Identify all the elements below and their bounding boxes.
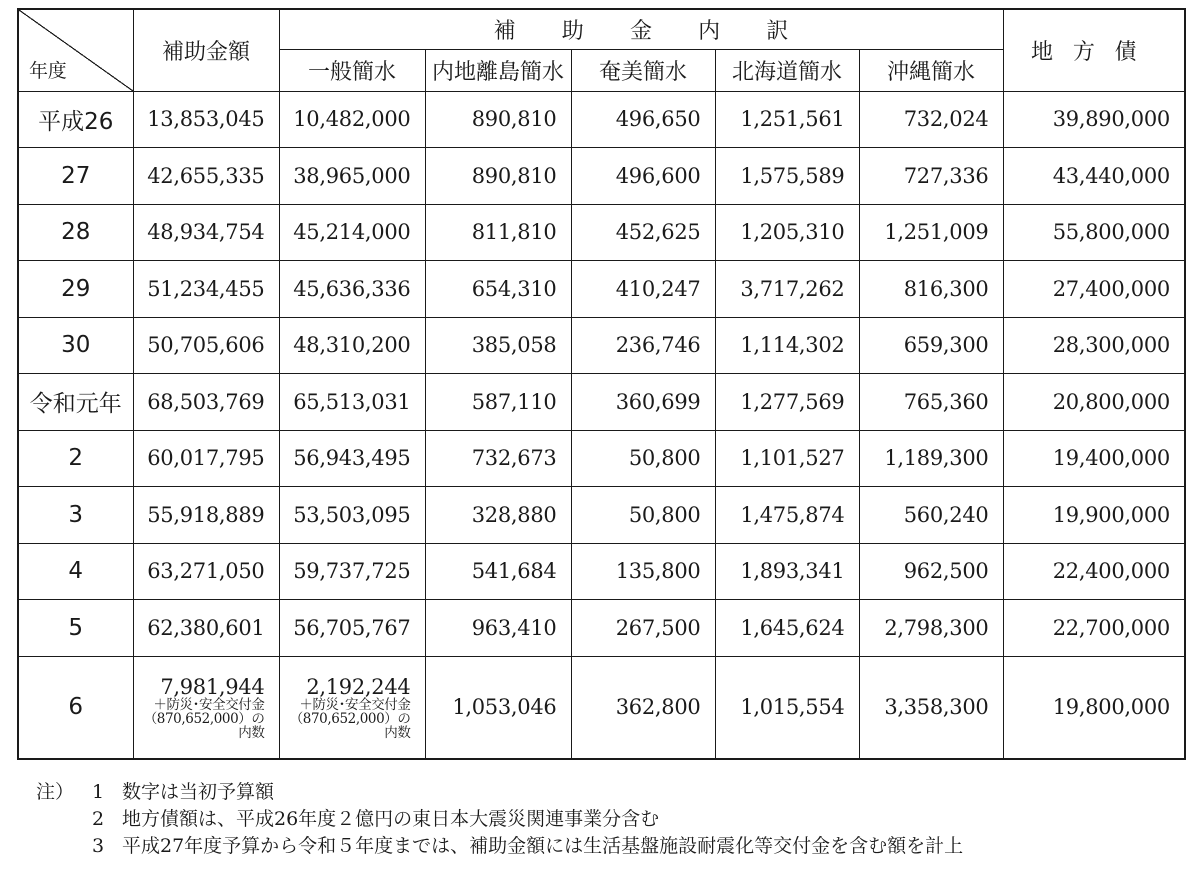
local-bond-header: 地方債 [1003, 9, 1185, 91]
cell-amami: 267,500 [571, 600, 715, 657]
cell-hokkaido: 1,251,561 [715, 91, 859, 148]
table-row [18, 317, 1185, 374]
cell-year: 6 [18, 656, 133, 759]
table-row [18, 91, 1185, 148]
footnote-2 [36, 806, 963, 833]
table-row [18, 261, 1185, 318]
cell-hokkaido: 1,101,527 [715, 430, 859, 487]
cell-remote-islands: 890,810 [425, 91, 571, 148]
cell-amami: 135,800 [571, 543, 715, 600]
cell-total: 42,655,335 [133, 148, 279, 205]
cell-amami: 410,247 [571, 261, 715, 318]
cell-remote-islands: 1,053,046 [425, 656, 571, 759]
cell-okinawa: 962,500 [859, 543, 1003, 600]
cell-amami: 50,800 [571, 487, 715, 544]
cell-total [133, 656, 279, 759]
remote-islands-header: 内地離島簡水 [425, 49, 571, 91]
cell-total: 13,853,045 [133, 91, 279, 148]
cell-total: 50,705,606 [133, 317, 279, 374]
amami-header: 奄美簡水 [571, 49, 715, 91]
table-body [18, 91, 1185, 759]
cell-general: 10,482,000 [279, 91, 425, 148]
cell-year: 平成26 [18, 91, 133, 148]
cell-year: 令和元年 [18, 374, 133, 431]
breakdown-header: 補助金内訳 [279, 9, 1003, 49]
cell-amami: 496,600 [571, 148, 715, 205]
cell-amami: 50,800 [571, 430, 715, 487]
cell-okinawa: 560,240 [859, 487, 1003, 544]
cell-remote-islands: 541,684 [425, 543, 571, 600]
cell-year: 3 [18, 487, 133, 544]
cell-bond: 20,800,000 [1003, 374, 1185, 431]
footnotes [36, 779, 963, 860]
table-row [18, 543, 1185, 600]
cell-remote-islands: 732,673 [425, 430, 571, 487]
cell-remote-islands: 587,110 [425, 374, 571, 431]
cell-general: 53,503,095 [279, 487, 425, 544]
cell-total: 62,380,601 [133, 600, 279, 657]
cell-year: 4 [18, 543, 133, 600]
cell-amami: 452,625 [571, 204, 715, 261]
cell-year: 2 [18, 430, 133, 487]
cell-okinawa: 765,360 [859, 374, 1003, 431]
footnote-text: 平成27年度予算から令和５年度までは、補助金額には生活基盤施設耐震化等交付金を含む額を計上 [122, 835, 964, 857]
footnote-text: 数字は当初予算額 [122, 781, 275, 803]
table-row [18, 374, 1185, 431]
cell-year: 30 [18, 317, 133, 374]
general-value: 2,192,244 [306, 674, 411, 699]
total-note-line-1: ＋防災･安全交付金 [153, 697, 265, 714]
general-note-line-2: （870,652,000）の [289, 711, 411, 728]
general-header: 一般簡水 [279, 49, 425, 91]
cell-okinawa: 732,024 [859, 91, 1003, 148]
cell-okinawa: 727,336 [859, 148, 1003, 205]
cell-bond: 19,400,000 [1003, 430, 1185, 487]
table-row [18, 204, 1185, 261]
footnote-prefix: 注） [36, 781, 75, 803]
cell-bond: 19,800,000 [1003, 656, 1185, 759]
footnote-number: 2 [92, 808, 105, 830]
cell-year: 29 [18, 261, 133, 318]
cell-remote-islands: 328,880 [425, 487, 571, 544]
cell-bond: 22,700,000 [1003, 600, 1185, 657]
cell-hokkaido: 1,114,302 [715, 317, 859, 374]
cell-remote-islands: 963,410 [425, 600, 571, 657]
cell-hokkaido: 1,475,874 [715, 487, 859, 544]
okinawa-header: 沖縄簡水 [859, 49, 1003, 91]
cell-bond: 28,300,000 [1003, 317, 1185, 374]
cell-hokkaido: 1,575,589 [715, 148, 859, 205]
cell-amami: 362,800 [571, 656, 715, 759]
cell-total: 48,934,754 [133, 204, 279, 261]
cell-okinawa: 1,189,300 [859, 430, 1003, 487]
cell-general: 65,513,031 [279, 374, 425, 431]
footnote-text: 地方債額は、平成26年度２億円の東日本大震災関連事業分含む [122, 808, 660, 830]
footnote-number: 1 [92, 781, 105, 803]
table-row [18, 430, 1185, 487]
cell-okinawa: 659,300 [859, 317, 1003, 374]
table-header [18, 9, 1185, 91]
cell-okinawa: 3,358,300 [859, 656, 1003, 759]
year-column-label: 年度 [29, 59, 67, 82]
cell-hokkaido: 1,893,341 [715, 543, 859, 600]
cell-amami: 360,699 [571, 374, 715, 431]
footnote-number: 3 [92, 835, 105, 857]
cell-bond: 22,400,000 [1003, 543, 1185, 600]
table-row [18, 148, 1185, 205]
cell-total: 68,503,769 [133, 374, 279, 431]
cell-bond: 39,890,000 [1003, 91, 1185, 148]
cell-remote-islands: 385,058 [425, 317, 571, 374]
cell-total: 60,017,795 [133, 430, 279, 487]
hokkaido-header: 北海道簡水 [715, 49, 859, 91]
subsidy-table [17, 8, 1186, 760]
cell-bond: 19,900,000 [1003, 487, 1185, 544]
cell-hokkaido: 1,205,310 [715, 204, 859, 261]
cell-total: 63,271,050 [133, 543, 279, 600]
cell-year: 28 [18, 204, 133, 261]
cell-amami: 236,746 [571, 317, 715, 374]
cell-bond: 27,400,000 [1003, 261, 1185, 318]
cell-hokkaido: 1,015,554 [715, 656, 859, 759]
cell-okinawa: 816,300 [859, 261, 1003, 318]
cell-amami: 496,650 [571, 91, 715, 148]
cell-general: 59,737,725 [279, 543, 425, 600]
cell-year: 27 [18, 148, 133, 205]
cell-okinawa: 2,798,300 [859, 600, 1003, 657]
table-row [18, 487, 1185, 544]
cell-general: 48,310,200 [279, 317, 425, 374]
cell-general: 45,636,336 [279, 261, 425, 318]
cell-hokkaido: 1,277,569 [715, 374, 859, 431]
total-value: 7,981,944 [160, 674, 265, 699]
total-note-line-2: （870,652,000）の [143, 711, 265, 728]
general-note-line-1: ＋防災･安全交付金 [299, 697, 411, 714]
cell-remote-islands: 811,810 [425, 204, 571, 261]
footnote-3 [36, 833, 963, 860]
total-subsidy-header: 補助金額 [133, 9, 279, 91]
cell-general: 38,965,000 [279, 148, 425, 205]
general-note-line-3: 内数 [384, 725, 411, 742]
cell-total: 55,918,889 [133, 487, 279, 544]
cell-okinawa: 1,251,009 [859, 204, 1003, 261]
cell-year: 5 [18, 600, 133, 657]
table-row [18, 600, 1185, 657]
table-row-last [18, 656, 1185, 759]
footnote-1 [36, 779, 963, 806]
cell-hokkaido: 3,717,262 [715, 261, 859, 318]
cell-general: 56,705,767 [279, 600, 425, 657]
cell-total: 51,234,455 [133, 261, 279, 318]
cell-hokkaido: 1,645,624 [715, 600, 859, 657]
cell-remote-islands: 890,810 [425, 148, 571, 205]
cell-general [279, 656, 425, 759]
cell-bond: 43,440,000 [1003, 148, 1185, 205]
cell-bond: 55,800,000 [1003, 204, 1185, 261]
corner-header [18, 9, 133, 91]
cell-remote-islands: 654,310 [425, 261, 571, 318]
cell-general: 56,943,495 [279, 430, 425, 487]
total-note-line-3: 内数 [238, 725, 265, 742]
cell-general: 45,214,000 [279, 204, 425, 261]
